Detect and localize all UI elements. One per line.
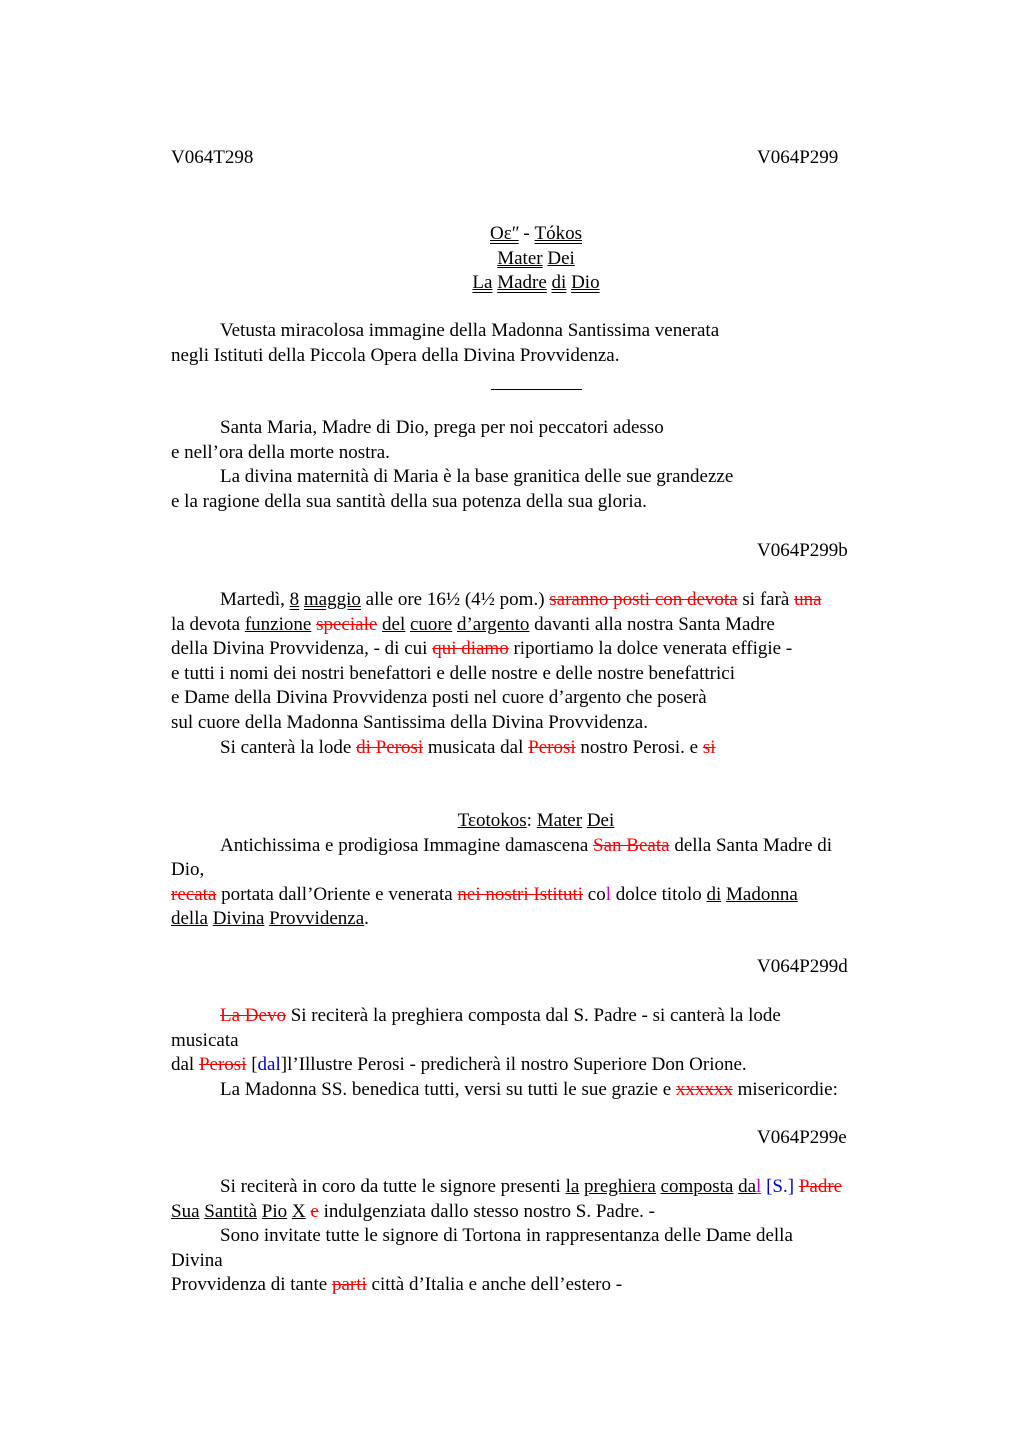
header-right-code: V064P299 bbox=[757, 147, 839, 168]
title-line-italian: La Madre di Dio bbox=[472, 272, 600, 294]
section-c-paragraph: Τεotokos: Mater Dei Antichissima e prodigiosa Immagine damascena San Beata della Santa Madre di Dio, recata portata dall’Oriente e venerata nei nostri Istituti col dolce titolo di Madonna della Divina Provvidenza. bbox=[171, 809, 901, 932]
section-c-title: Τεotokos: Mater Dei bbox=[457, 810, 615, 831]
header-left-code: V064T298 bbox=[171, 147, 254, 168]
title-block bbox=[171, 222, 901, 296]
section-d-paragraph: La Devo Si reciterà la preghiera composta dal S. Padre - si canterà la lode musicata dal Perosi [dal]l’Illustre Perosi - predicherà il nostro Superiore Don Orione. La Madonna SS. benedica tutti, versi su tutti le sue grazie e xxxxxx misericordie: bbox=[171, 1005, 838, 1100]
title-line-greek: Οεʺ - Tókos bbox=[490, 223, 582, 244]
section-d-code: V064P299d bbox=[757, 956, 848, 977]
title-line-latin: Mater Dei bbox=[497, 247, 575, 269]
separator-rule bbox=[491, 389, 582, 390]
intro-paragraph: Vetusta miracolosa immagine della Madonna Santissima venerata negli Istituti della Piccola Opera della Divina Provvidenza. bbox=[171, 320, 720, 366]
section-b-paragraph: Martedì, 8 maggio alle ore 16½ (4½ pom.) saranno posti con devota si farà una la devota funzione speciale del cuore d’argento davanti alla nostra Santa Madre della Divina Provvidenza, - di cui qui diamo riportiamo la dolce venerata effigie - e tutti i nomi dei nostri benefattori e delle nostre e delle nostre benefattrici e Dame della Divina Provvidenza posti nel cuore d’argento che poserà sul cuore della Madonna Santissima della Divina Provvidenza. Si canterà la lode di Perosi musicata dal Perosi nostro Perosi. e si bbox=[171, 589, 822, 758]
section-e-paragraph: Si reciterà in coro da tutte le signore presenti la preghiera composta dal [S.] Padre Sua Santità Pio X e indulgenziata dallo stesso nostro S. Padre. - Sono invitate tutte le signore di Tortona in rappresentanza delle Dame della Divina Provvidenza di tante parti città d’Italia e anche dell’estero - bbox=[171, 1176, 843, 1296]
section-e-code: V064P299e bbox=[757, 1127, 847, 1148]
prayer-paragraph: Santa Maria, Madre di Dio, prega per noi peccatori adesso e nell’ora della morte nostra. La divina maternità di Maria è la base granitica delle sue grandezze e la ragione della sua santità della sua potenza della sua gloria. bbox=[171, 417, 734, 512]
section-b-code: V064P299b bbox=[757, 540, 848, 561]
